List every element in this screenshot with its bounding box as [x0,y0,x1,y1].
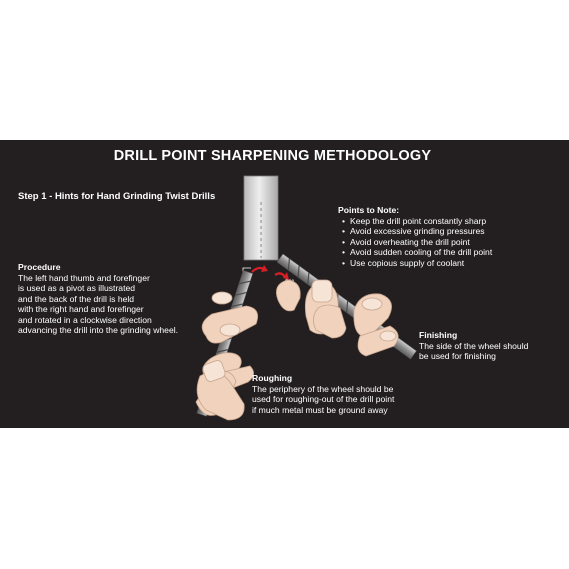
grinding-wheel [244,176,278,260]
finishing-heading: Finishing [419,330,458,340]
procedure-line: advancing the drill into the grinding wheel. [18,325,179,335]
diagram-panel [0,140,569,428]
roughing-line: if much metal must be ground away [252,404,388,415]
list-item: • Avoid overheating the drill point [338,237,492,248]
procedure-line: and rotated in a clockwise direction [18,314,152,325]
procedure-text [18,262,178,336]
procedure-line: The left hand thumb and forefinger [18,272,150,283]
points-to-note-heading: Points to Note: [338,205,400,215]
finishing-line: be used for finishing [419,351,496,361]
step-heading: Step 1 - Hints for Hand Grinding Twist Drills [18,191,216,202]
roughing-line: used for roughing-out of the drill point [252,394,395,404]
list-item: • Keep the drill point constantly sharp [338,216,492,227]
list-item: • Use copious supply of coolant [338,258,492,269]
right-hand-fingers [354,294,398,356]
finishing-line: The side of the wheel should [419,340,529,351]
procedure-line: with the right hand and forefinger [18,304,144,314]
roughing-line: The periphery of the wheel should be [252,383,394,394]
roughing-heading: Roughing [252,373,293,383]
procedure-line: and the back of the drill is held [18,293,135,304]
roughing-text [252,373,394,415]
points-to-note-list [338,216,492,269]
procedure-heading: Procedure [18,262,61,272]
procedure-line: is used as a pivot as illustrated [18,283,136,293]
list-item: • Avoid excessive grinding pressures [338,226,492,237]
finishing-text [419,330,528,362]
list-item: • Avoid sudden cooling of the drill point [338,247,492,258]
page-title: DRILL POINT SHARPENING METHODOLOGY [113,148,432,164]
points-to-note [338,205,492,268]
